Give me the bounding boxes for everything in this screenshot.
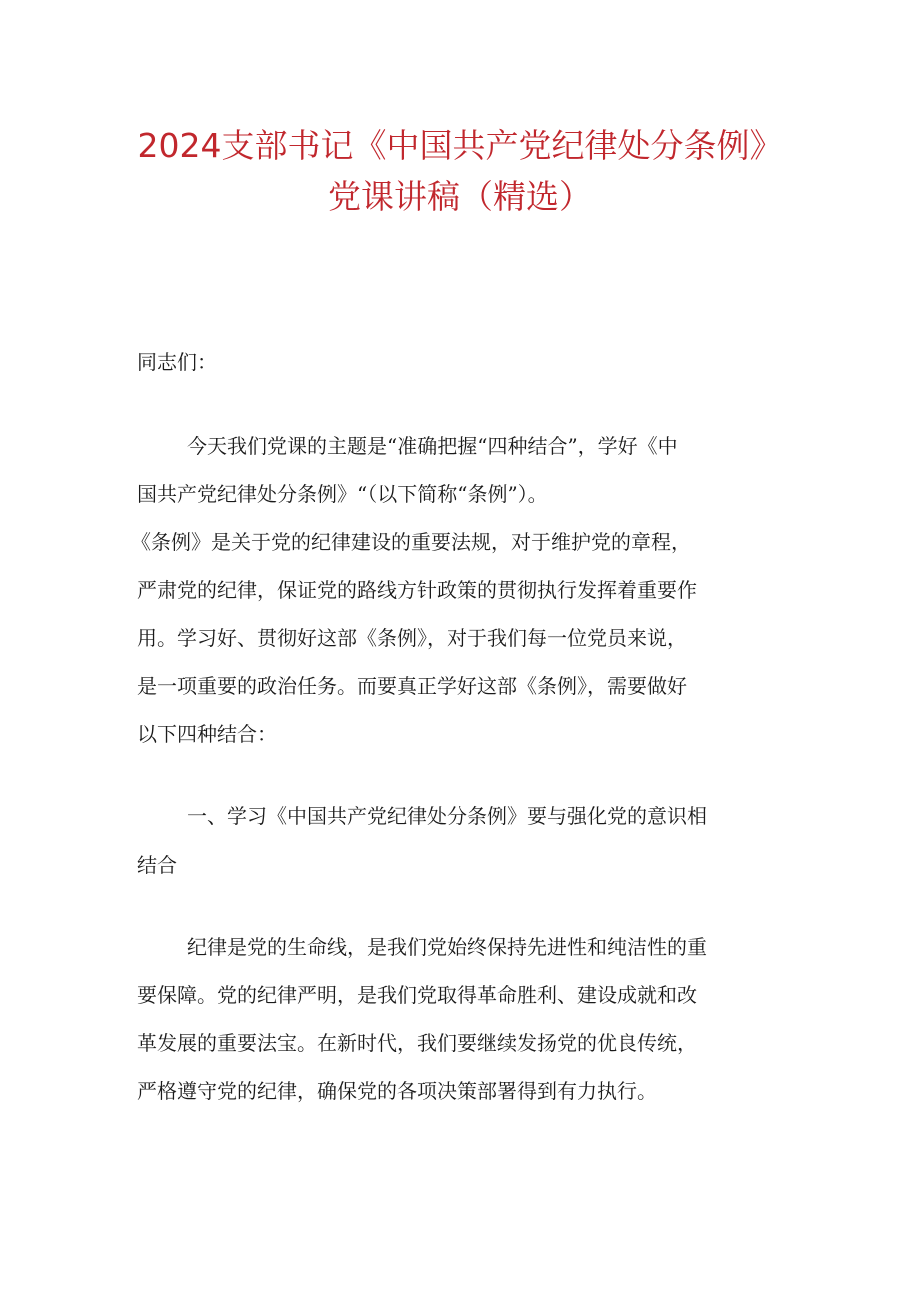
paragraph-line: 以下四种结合： [137, 722, 277, 746]
section-heading-line: 一、学习《中国共产党纪律处分条例》要与强化党的意识相 [187, 804, 707, 828]
paragraph-line: 要保障。党的纪律严明，是我们党取得革命胜利、建设成就和改 [137, 983, 697, 1007]
paragraph-line: 是一项重要的政治任务。而要真正学好这部《条例》，需要做好 [137, 674, 687, 698]
paragraph-line: 国共产党纪律处分条例》“（以下简称“条例”）。 [137, 482, 548, 506]
paragraph-line: 严格遵守党的纪律，确保党的各项决策部署得到有力执行。 [137, 1079, 657, 1103]
paragraph-line: 革发展的重要法宝。在新时代，我们要继续发扬党的优良传统， [137, 1031, 697, 1055]
title-line-2: 党课讲稿（精选） [328, 177, 592, 216]
section-heading-line: 结合 [137, 853, 177, 877]
greeting: 同志们： [137, 350, 217, 374]
title-line-1: 2024支部书记《中国共产党纪律处分条例》 [137, 126, 783, 165]
paragraph-line: 《条例》是关于党的纪律建设的重要法规，对于维护党的章程， [131, 530, 691, 554]
paragraph-line: 严肃党的纪律，保证党的路线方针政策的贯彻执行发挥着重要作 [137, 578, 697, 602]
paragraph-line: 今天我们党课的主题是“准确把握“四种结合”，学好《中 [187, 434, 678, 458]
paragraph-line: 纪律是党的生命线，是我们党始终保持先进性和纯洁性的重 [187, 935, 707, 959]
paragraph-line: 用。学习好、贯彻好这部《条例》，对于我们每一位党员来说， [137, 626, 687, 650]
